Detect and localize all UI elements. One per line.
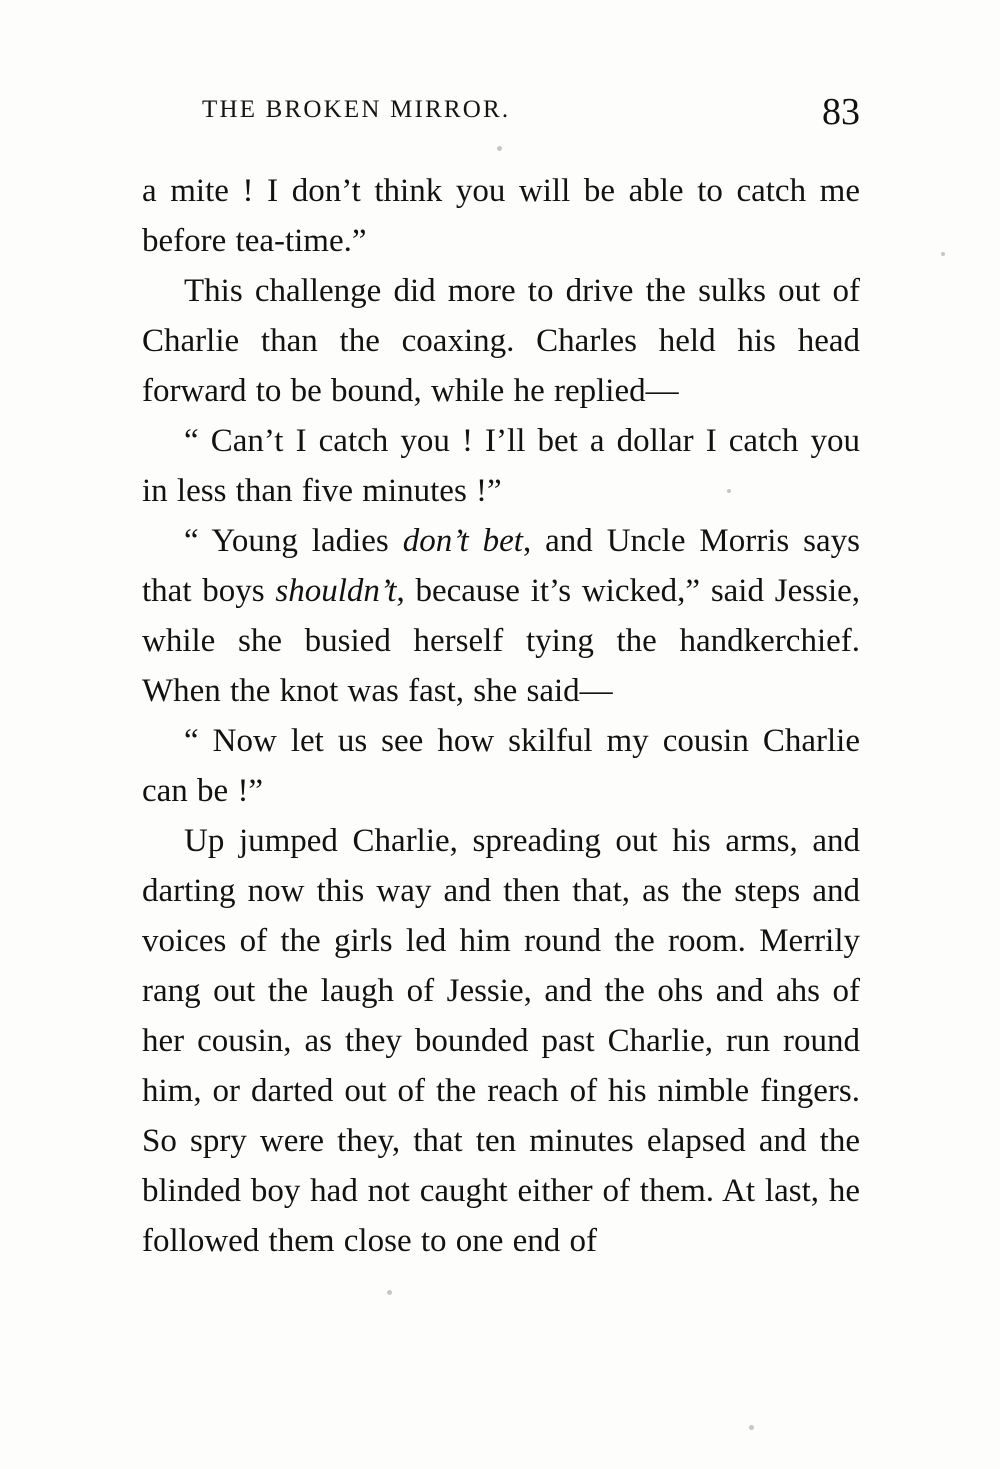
page-content — [142, 91, 861, 1266]
paragraph: a mite ! I don’t think you will be able to catch me before tea-time.” — [142, 173, 860, 259]
paragraph: Up jumped Charlie, spreading out his arms, and darting now this way and then that, as the steps and voices of the girls led him round the room. Merrily rang out the laugh of Jessie, and the ohs and ahs of her cousin, as they bounded past Charlie, run round him, or darted out of the reach of his nimble fingers. So spry were they, that ten minutes elapsed and the blinded boy had not caught either of them. At last, he followed them close to one end of — [142, 823, 860, 1259]
running-head — [142, 91, 860, 144]
print-speck — [749, 1425, 754, 1430]
paragraph: “ Now let us see how skilful my cousin Charlie can be !” — [142, 723, 860, 809]
page-number: 83 — [822, 91, 860, 133]
running-head-title: THE BROKEN MIRROR. — [202, 96, 511, 123]
paragraph: This challenge did more to drive the sulks out of Charlie than the coaxing. Charles held his head forward to be bound, while he replied— — [142, 273, 860, 409]
paragraph: “ Can’t I catch you ! I’ll bet a dollar I catch you in less than five minutes !” — [142, 423, 860, 509]
body-text — [142, 166, 860, 1266]
print-speck — [387, 1290, 392, 1295]
paragraph: “ Young ladies don’t bet, and Uncle Morris says that boys shouldn’t, because it’s wicked,” said Jessie, while she busied herself tying the handkerchief. When the knot was fast, she said— — [142, 523, 861, 709]
print-speck — [941, 252, 945, 256]
